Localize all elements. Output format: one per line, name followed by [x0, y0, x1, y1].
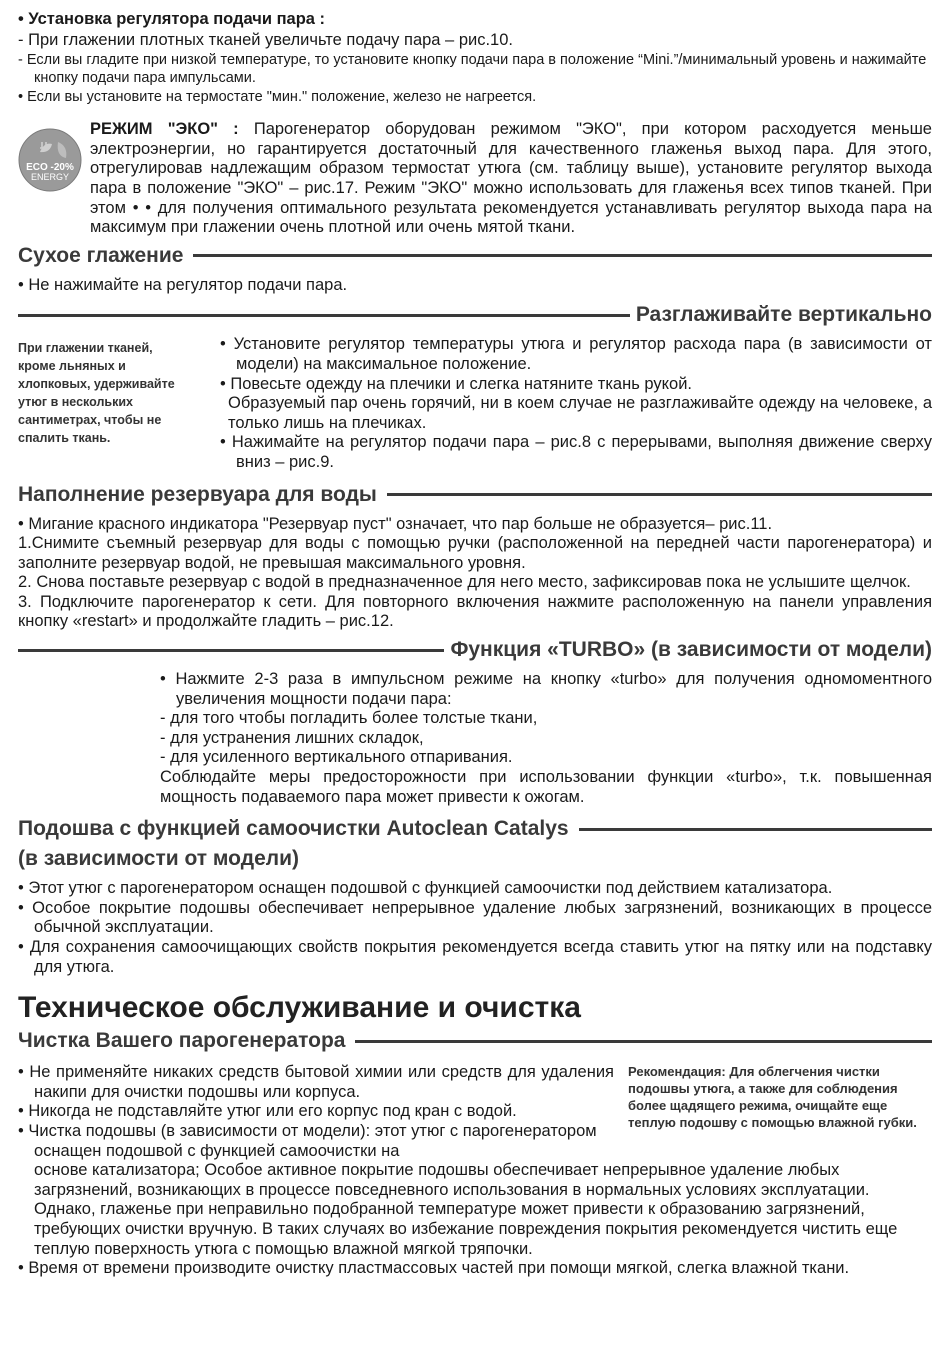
turbo-heading: [18, 636, 932, 664]
soleplate-heading-line2: (в зависимости от модели): [18, 847, 299, 871]
maintenance-line: • Не применяйте никаких средств бытовой химии или средств для удаления накипи для очистки подошвы или корпуса.: [18, 1063, 614, 1101]
soleplate-line: • Этот утюг с парогенератором оснащен подошвой с функцией самоочистки под действием катализатора.: [18, 879, 833, 898]
eco-section: [18, 120, 932, 238]
vertical-body: [18, 335, 932, 472]
vertical-heading-text: Разглаживайте вертикально: [635, 303, 932, 327]
turbo-body: [160, 670, 932, 807]
vertical-side-note: При глажении тканей, кроме льняных и хлопковых, удерживайте утюг в нескольких сантиметрах, чтобы не спалить ткань.: [18, 341, 175, 446]
eco-paragraph: [90, 120, 932, 238]
steam-setting-title: • Установка регулятора подачи пара :: [18, 10, 326, 28]
steam-setting-line: • Если вы установите на термостате "мин." положение, железо не нагреется.: [18, 89, 537, 106]
maintenance-last-line: • Время от времени производите очистку пластмассовых частей при помощи мягкой, слегка влажной ткани.: [18, 1259, 850, 1278]
soleplate-heading-2: [18, 845, 932, 873]
turbo-line: Соблюдайте меры предосторожности при использовании функции «turbo», т.к. повышенная мощность подаваемого пара может привести к ожогам.: [160, 768, 932, 806]
turbo-line: - для того чтобы погладить более толстые ткани,: [160, 709, 538, 728]
dry-ironing-line: • Не нажимайте на регулятор подачи пара.: [18, 275, 348, 294]
maintenance-continuation: основе катализатора; Особое активное покрытие подошвы обеспечивает непрерывное удаление любых загрязнений, возникающих в процессе повседневного использования в нормальных условиях эксплуатации. Однако, глаженье при неправильно подобранной температуре может привести к образованию загрязнений, требующих очистки вручную. В таких случаях во избежание повреждения покрытия рекомендуется чистить еще теплую поверхность утюга с помощью влажной мягкой тряпочки.: [34, 1161, 898, 1258]
turbo-line: • Нажмите 2-3 раза в импульсном режиме на кнопку «turbo» для получения одномоментного увеличения мощности подачи пара:: [160, 670, 932, 708]
heading-rule: [355, 1040, 932, 1043]
tank-heading-text: Наполнение резервуара для воды: [18, 482, 377, 506]
vertical-heading: [18, 301, 932, 329]
soleplate-line: • Особое покрытие подошвы обеспечивает непрерывное удаление любых загрязнений, возникающих в процессе обычной эксплуатации.: [18, 898, 932, 937]
soleplate-line: • Для сохранения самоочищающих свойств покрытия рекомендуется всегда ставить утюг на пятку или на подставку для утюга.: [18, 938, 932, 976]
vertical-item: • Нажимайте на регулятор подачи пара – рис.8 с перерывами, выполняя движение сверху вниз – рис.9.: [220, 433, 932, 471]
soleplate-heading: [18, 815, 932, 843]
maintenance-line: • Чистка подошвы (в зависимости от модели): этот утюг с парогенератором оснащен подошвой с функцией самоочистки на: [18, 1121, 597, 1160]
tank-heading: [18, 481, 932, 509]
eco-energy-icon: [18, 128, 82, 192]
soleplate-body: [18, 879, 932, 977]
steam-setting-line: - При глажении плотных тканей увеличьте подачу пара – рис.10.: [18, 30, 513, 49]
eco-icon-label-bottom: ENERGY: [30, 172, 70, 183]
page: [18, 10, 932, 1279]
heading-rule: [193, 254, 932, 257]
maintenance-title: Техническое обслуживание и очистка: [18, 991, 581, 1025]
tank-line: • Мигание красного индикатора "Резервуар пуст" означает, что пар больше не образуется– рис.11.: [18, 514, 773, 533]
tank-line: 1.Снимите съемный резервуар для воды с помощью ручки (расположенной на передней части парогенератора) и заполните резервуар водой, не превышая максимального уровня.: [18, 534, 932, 572]
eco-text: Парогенератор оборудован режимом "ЭКО", при котором расходуется меньше электроэнергии, но гарантируется достаточный для качественного глаженья выход пара. Для этого, отрегулировав надлежащим образом термостат утюга (см. таблицу выше), установите регулятор выхода пара в положение "ЭКО" – рис.17. Режим "ЭКО" можно использовать для глаженья всех типов тканей. При этом • • для получения оптимального результата рекомендуется устанавливать регулятор выхода пара на максимум при глажении очень плотной или очень мятой ткани.: [90, 120, 932, 237]
tank-line: 2. Снова поставьте резервуар с водой в предназначенное для него место, зафиксировав пока не услышите щелчок.: [18, 573, 911, 592]
soleplate-heading-line1: Подошва с функцией самоочистки Autoclean Catalys: [18, 817, 569, 841]
steam-setting-section: [18, 10, 932, 106]
turbo-line: - для усиленного вертикального отпаривания.: [160, 748, 513, 767]
heading-rule: [18, 314, 630, 317]
turbo-heading-text: Функция «TURBO» (в зависимости от модели): [450, 638, 932, 662]
dry-ironing-heading: [18, 242, 932, 270]
vertical-item: Образуемый пар очень горячий, ни в коем случае не разглаживайте одежду на человеке, а только лишь на плечиках.: [228, 394, 932, 432]
maintenance-columns: [18, 1063, 932, 1161]
eco-heading: РЕЖИМ "ЭКО" :: [90, 120, 239, 139]
maintenance-subheading-text: Чистка Вашего парогенератора: [18, 1029, 346, 1053]
turbo-line: - для устранения лишних складок,: [160, 728, 424, 747]
eco-icon-label-top: ECO -20%: [26, 162, 74, 174]
heading-rule: [387, 493, 932, 496]
tank-body: [18, 515, 932, 633]
heading-rule: [579, 828, 932, 831]
tank-line: 3. Подключите парогенератор к сети. Для повторного включения нажмите расположенную на панели управления кнопку «restart» и продолжайте гладить – рис.12.: [18, 592, 932, 631]
vertical-item: • Установите регулятор температуры утюга и регулятор расхода пара (в зависимости от модели) на максимальное положение.: [220, 335, 932, 373]
maintenance-subheading: [18, 1027, 932, 1055]
vertical-item: • Повесьте одежду на плечики и слегка натяните ткань рукой.: [220, 374, 692, 393]
maintenance-line: • Никогда не подставляйте утюг или его корпус под кран с водой.: [18, 1102, 517, 1121]
heading-rule: [18, 649, 444, 652]
maintenance-recommendation: Рекомендация: Для облегчения чистки подошвы утюга, а также для соблюдения более щадящего режима, очищайте еще теплую подошву с помощью влажной губки.: [628, 1064, 917, 1131]
dry-ironing-heading-text: Сухое глажение: [18, 243, 184, 267]
steam-setting-line: - Если вы гладите при низкой температуре, то установите кнопку подачи пара в положение “Mini.”/минимальный уровень и нажимайте кнопку подачи пара импульсами.: [18, 52, 927, 87]
